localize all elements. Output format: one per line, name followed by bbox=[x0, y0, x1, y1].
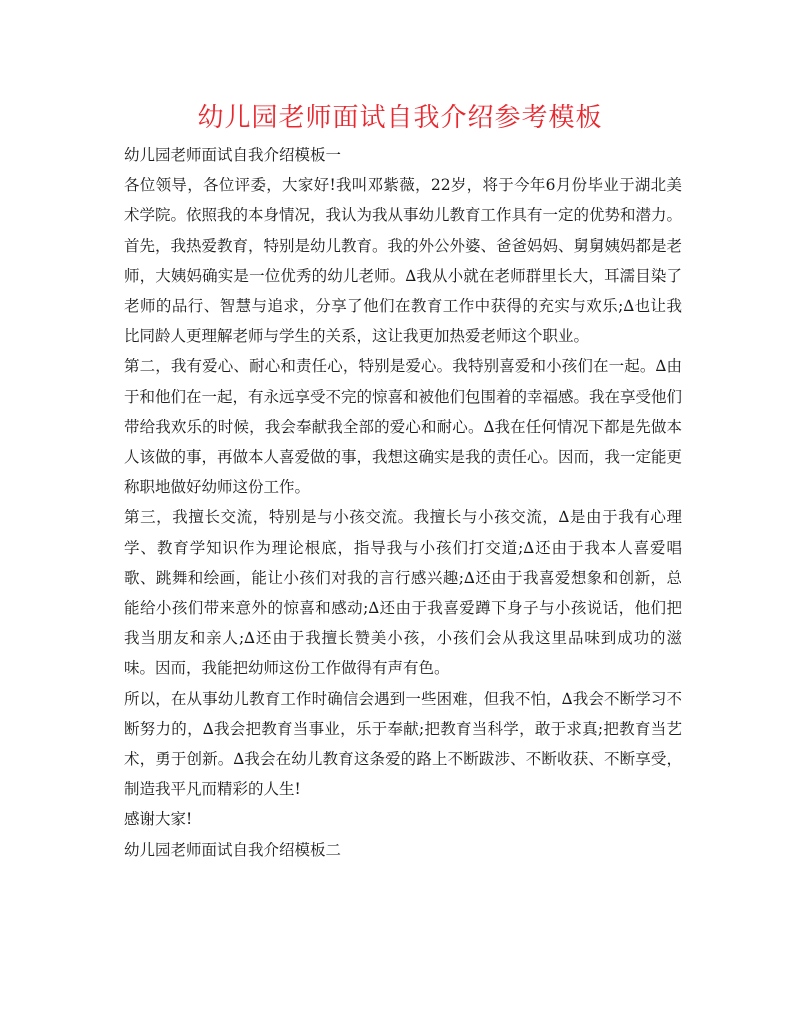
paragraph-third-point: 第三，我擅长交流，特别是与小孩交流。我擅长与小孩交流，∆是由于我有心理学、教育学知识作为理论根底，指导我与小孩们打交道;∆还由于我本人喜爱唱歌、跳舞和绘画，能让小孩们对我的言行感兴趣;∆还由于我喜爱想象和创新，总能给小孩们带来意外的惊喜和感动;∆还由于我喜爱蹲下身子与小孩说话，他们把我当朋友和亲人;∆还由于我擅长赞美小孩，小孩们会从我这里品味到成功的滋味。因而，我能把幼师这份工作做得有声有色。 bbox=[124, 508, 682, 678]
paragraph-template-two-heading: 幼儿园老师面试自我介绍模板二 bbox=[124, 840, 342, 859]
paragraph-thanks: 感谢大家! bbox=[124, 810, 193, 829]
paragraph-second-point: 第二，我有爱心、耐心和责任心，特别是爱心。我特别喜爱和小孩们在一起。∆由于和他们在一起，有永远享受不完的惊喜和被他们包围着的幸福感。我在享受他们带给我欢乐的时候，我会奉献我全部的爱心和耐心。∆我在任何情况下都是先做本人该做的事，再做本人喜爱做的事，我想这确实是我的责任心。因而，我一定能更称职地做好幼师这份工作。 bbox=[124, 357, 683, 497]
paragraph-conclusion: 所以，在从事幼儿教育工作时确信会遇到一些困难，但我不怕，∆我会不断学习不断努力的，∆我会把教育当事业，乐于奉献;把教育当科学，敢于求真;把教育当艺术，勇于创新。∆我会在幼儿教育这条爱的路上不断跋涉、不断收获、不断享受，制造我平凡而精彩的人生! bbox=[124, 689, 682, 799]
paragraph-template-one-heading: 幼儿园老师面试自我介绍模板一 bbox=[124, 146, 342, 164]
document-body bbox=[124, 140, 682, 865]
document-title: 幼儿园老师面试自我介绍参考模板 bbox=[197, 103, 603, 133]
paragraph-greeting: 各位领导，各位评委，大家好!我叫邓紫薇，22岁，将于今年6月份毕业于湖北美术学院。依照我的本身情况，我认为我从事幼儿教育工作具有一定的优势和潜力。 bbox=[124, 176, 683, 225]
paragraph-first-point: 首先，我热爱教育，特别是幼儿教育。我的外公外婆、爸爸妈妈、舅舅姨妈都是老师，大姨妈确实是一位优秀的幼儿老师。∆我从小就在老师群里长大，耳濡目染了老师的品行、智慧与追求，分享了他们在教育工作中获得的充实与欢乐;∆也让我比同龄人更理解老师与学生的关系，这让我更加热爱老师这个职业。 bbox=[124, 236, 683, 346]
